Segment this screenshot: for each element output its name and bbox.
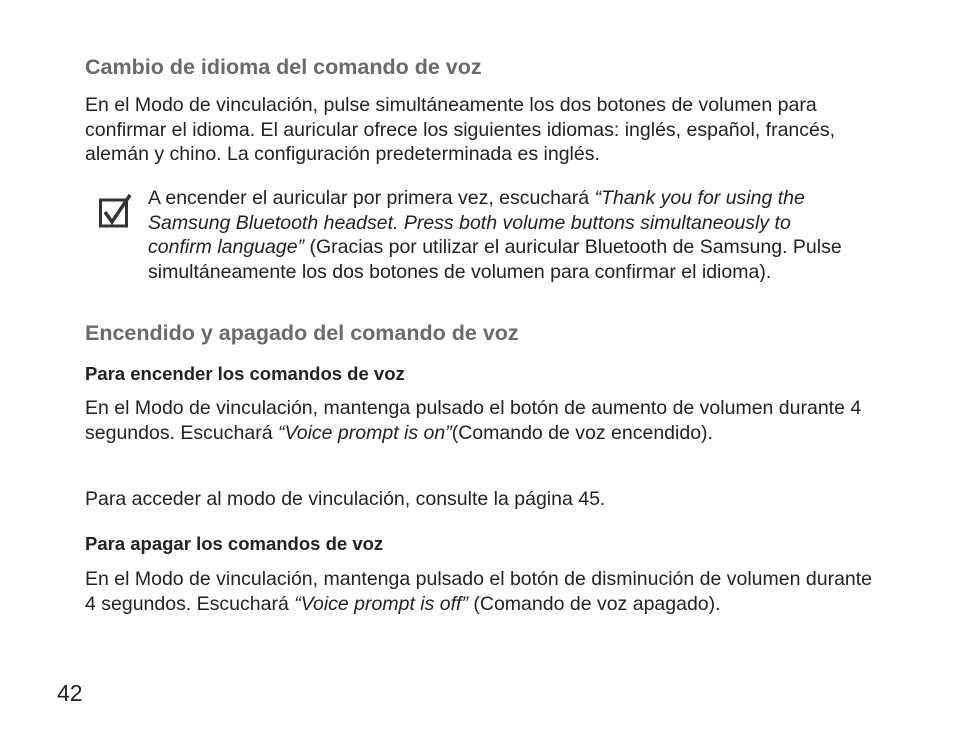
note-text-before: A encender el auricular por primera vez, escuchará — [148, 187, 595, 209]
voice-on-text-before: En el Modo de vinculación, mantenga pulsado el botón de aumento de volumen durante 4 segundos. Escuchará — [85, 397, 862, 444]
note-quote: “Thank you for using the Samsung Bluetooth headset. Press both volume buttons simultaneously to confirm language” — [148, 187, 805, 258]
voice-off-text-after: (Comando de voz apagado). — [467, 592, 721, 615]
language-paragraph: En el Modo de vinculación, pulse simultáneamente los dos botones de volumen para confirmar el idioma. El auricular ofrece los siguientes idiomas: inglés, español, francés, alemán y chino. La configuración predeterminada es inglés. — [85, 94, 836, 165]
checkbox-check-icon — [99, 194, 133, 230]
voice-on-paragraph — [85, 396, 875, 445]
page-number: 42 — [57, 680, 83, 706]
section-heading-language: Cambio de idioma del comando de voz — [85, 55, 482, 79]
voice-on-text-after: (Comando de voz encendido). — [451, 421, 713, 444]
note-text-after: (Gracias por utilizar el auricular Bluetooth de Samsung. Pulse simultáneamente los dos botones de volumen para confirmar el idioma). — [148, 236, 842, 283]
voice-off-text-before: En el Modo de vinculación, mantenga pulsado el botón de disminución de volumen durante 4 segundos. Escuchará — [85, 568, 873, 615]
subheading-voice-on: Para encender los comandos de voz — [85, 363, 405, 384]
note-text — [148, 186, 848, 284]
section-heading-onoff: Encendido y apagado del comando de voz — [85, 321, 519, 345]
voice-off-paragraph — [85, 567, 875, 616]
subheading-voice-off: Para apagar los comandos de voz — [85, 533, 384, 554]
pairing-reference: Para acceder al modo de vinculación, consulte la página 45. — [85, 488, 606, 510]
voice-off-quote: “Voice prompt is off” — [294, 592, 468, 615]
voice-on-quote: “Voice prompt is on” — [277, 421, 452, 444]
